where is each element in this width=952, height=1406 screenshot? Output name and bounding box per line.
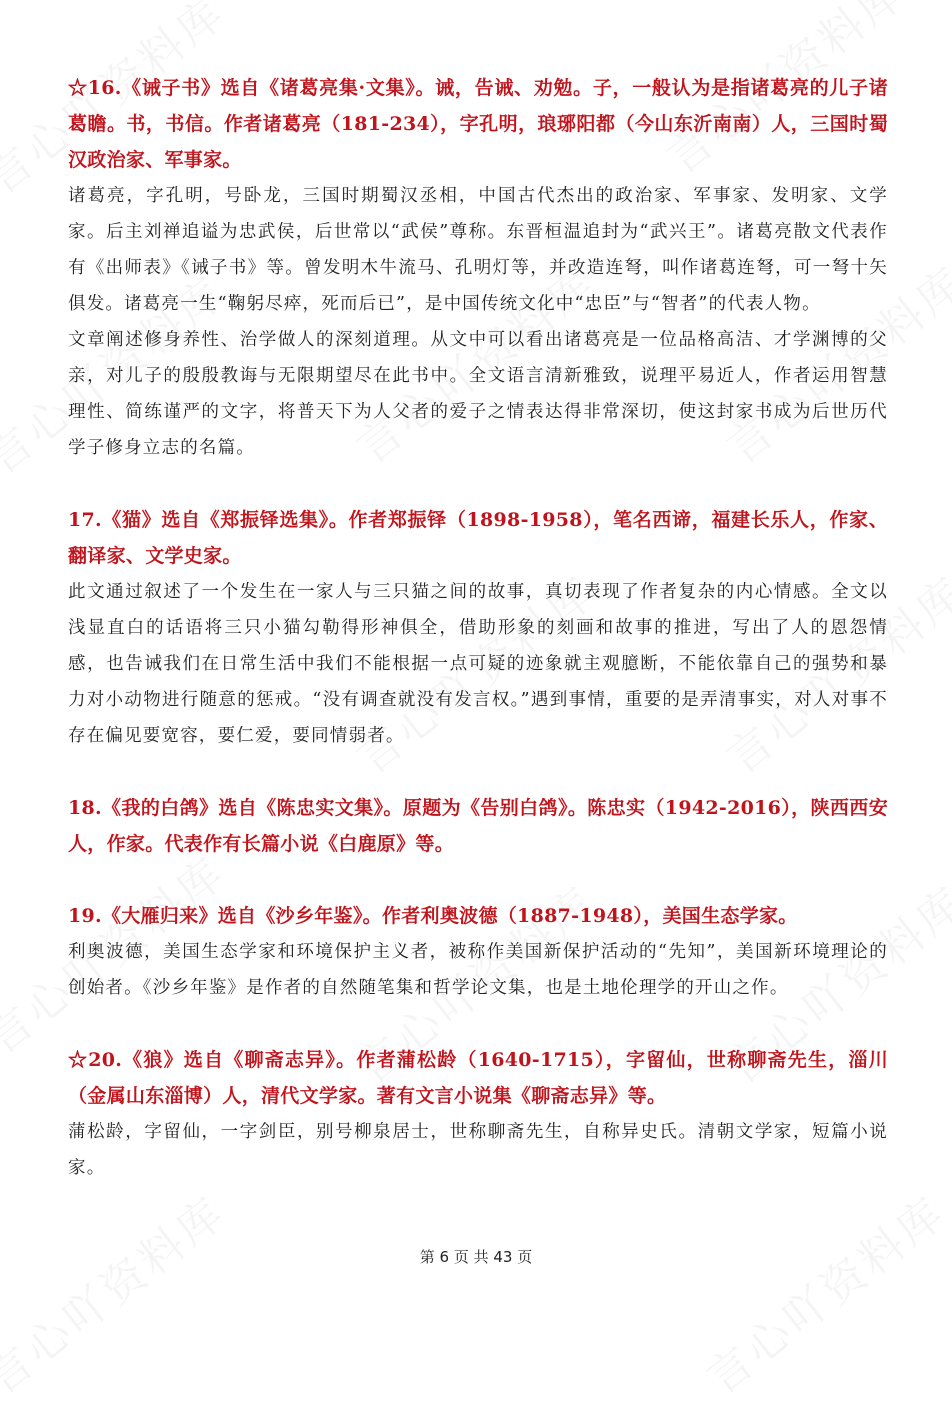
section-20 [68,1042,888,1186]
page-number: 第 6 页 共 43 页 [419,1248,533,1266]
section-paragraph: 利奥波德，美国生态学家和环境保护主义者，被称作美国新保护活动的“先知”，美国新环境理论的创始者。《沙乡年鉴》是作者的自然随笔集和哲学论文集，也是土地伦理学的开山之作。 [68,942,888,998]
section-heading: ☆16.《诫子书》选自《诸葛亮集·文集》。诫，告诫、劝勉。子，一般认为是指诸葛亮的儿子诸葛瞻。书，书信。作者诸葛亮（181-234），字孔明，琅琊阳都（今山东沂南南）人，三国时蜀汉政治家、军事家。 [68,77,888,171]
section-paragraph: 蒲松龄，字留仙，一字剑臣，别号柳泉居士，世称聊斋先生，自称异史氏。清朝文学家，短篇小说家。 [68,1122,888,1178]
spacer [68,1006,888,1042]
document-page [68,70,888,1186]
section-paragraph: 诸葛亮，字孔明，号卧龙，三国时期蜀汉丞相，中国古代杰出的政治家、军事家、发明家、文学家。后主刘禅追谥为忠武侯，后世常以“武侯”尊称。东晋桓温追封为“武兴王”。诸葛亮散文代表作有《出师表》《诫子书》等。曾发明木牛流马、孔明灯等，并改造连弩，叫作诸葛连弩，可一弩十矢俱发。诸葛亮一生“鞠躬尽瘁，死而后已”，是中国传统文化中“忠臣”与“智者”的代表人物。 [68,186,888,314]
section-heading: 17.《猫》选自《郑振铎选集》。作者郑振铎（1898-1958），笔名西谛，福建长乐人，作家、翻译家、文学史家。 [68,509,888,567]
section-paragraph: 此文通过叙述了一个发生在一家人与三只猫之间的故事，真切表现了作者复杂的内心情感。全文以浅显直白的话语将三只小猫勾勒得形神俱全，借助形象的刻画和故事的推进，写出了人的恩怨情感，也告诫我们在日常生活中我们不能根据一点可疑的迹象就主观臆断，不能依靠自己的强势和暴力对小动物进行随意的惩戒。“没有调查就没有发言权。”遇到事情，重要的是弄清事实，对人对事不存在偏见要宽容，要仁爱，要同情弱者。 [68,582,888,746]
spacer [68,862,888,898]
watermark [0,1178,237,1406]
section-17 [68,502,888,754]
section-paragraph: 文章阐述修身养性、治学做人的深刻道理。从文中可以看出诸葛亮是一位品格高洁、才学渊博的父亲，对儿子的殷殷教诲与无限期望尽在此书中。全文语言清新雅致，说理平易近人，作者运用智慧理性、简练谨严的文字，将普天下为人父者的爱子之情表达得非常深切，使这封家书成为后世历代学子修身立志的名篇。 [68,330,888,458]
section-19 [68,898,888,1006]
section-18 [68,790,888,862]
section-16 [68,70,888,466]
section-heading: ☆20.《狼》选自《聊斋志异》。作者蒲松龄（1640-1715），字留仙，世称聊斋先生，淄川（金属山东淄博）人，清代文学家。著有文言小说集《聊斋志异》等。 [68,1049,888,1107]
spacer [68,754,888,790]
watermark [691,1178,952,1406]
section-heading: 18.《我的白鸽》选自《陈忠实文集》。原题为《告别白鸽》。陈忠实（1942-2016），陕西西安人，作家。代表作有长篇小说《白鹿原》等。 [68,797,888,855]
spacer [68,466,888,502]
section-heading: 19.《大雁归来》选自《沙乡年鉴》。作者利奥波德（1887-1948），美国生态学家。 [68,905,798,927]
